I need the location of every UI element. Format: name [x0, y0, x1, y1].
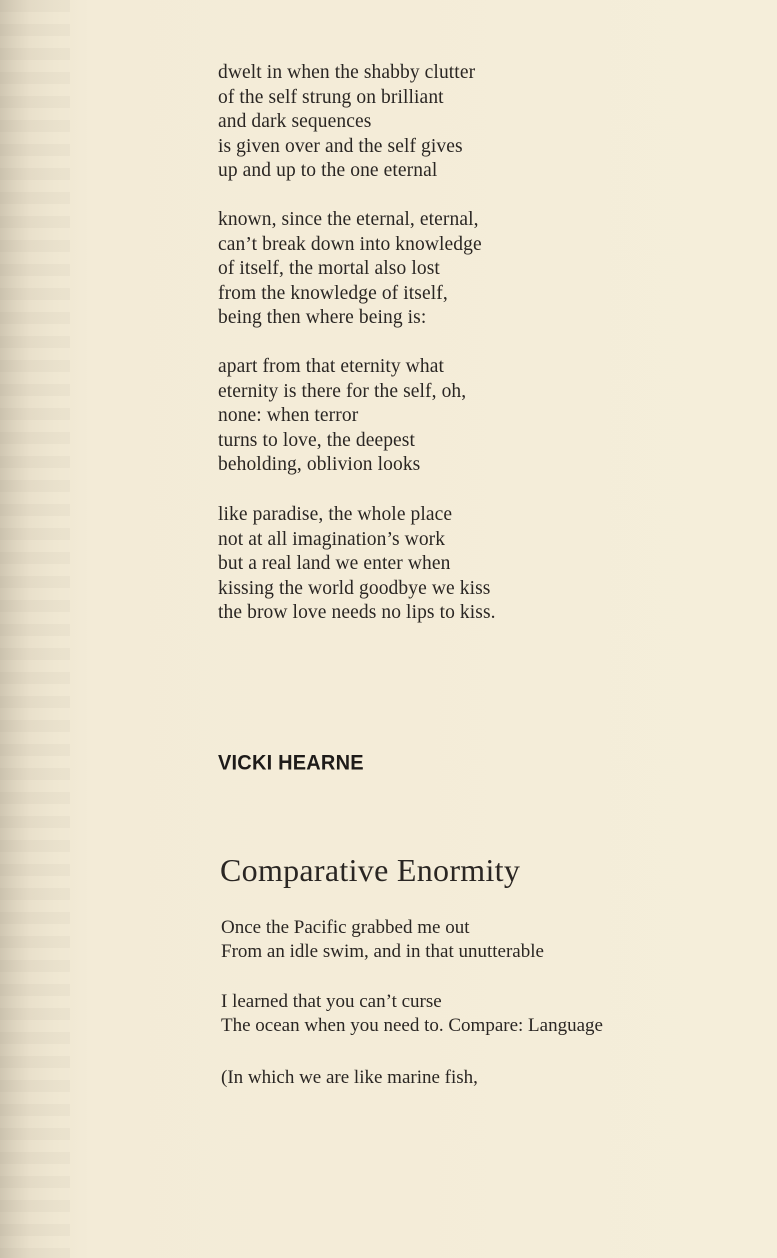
poem-line: of the self strung on brilliant: [218, 86, 444, 108]
poem-line: From an idle swim, and in that unutterable: [221, 941, 544, 962]
poem-line: like paradise, the whole place: [218, 504, 453, 525]
poem-title: Comparative Enormity: [220, 852, 521, 888]
poem-stanza-2: [218, 208, 482, 331]
poem-stanza-1: [218, 61, 475, 184]
poem-line: is given over and the self gives: [218, 135, 463, 157]
poem-line: The ocean when you need to. Compare: Language: [221, 1015, 603, 1036]
poem-line: up and up to the one eternal: [218, 160, 438, 181]
poem-line: known, since the eternal, eternal,: [218, 209, 479, 230]
poem-line: from the knowledge of itself,: [218, 282, 448, 304]
poem-line: Once the Pacific grabbed me out: [221, 917, 470, 938]
poem2-stanza-1: [221, 916, 544, 964]
poem-line: apart from that eternity what: [218, 356, 444, 377]
poem-stanza-3: [218, 355, 466, 478]
poem-line: beholding, oblivion looks: [218, 454, 421, 475]
poem-line: of itself, the mortal also lost: [218, 258, 440, 279]
poem-line: eternity is there for the self, oh,: [218, 380, 467, 402]
poem-line: being then where being is:: [218, 307, 427, 328]
poem-line: but a real land we enter when: [218, 553, 451, 574]
poem2-stanza-3: [221, 1066, 478, 1090]
poem-line: none: when terror: [218, 405, 359, 426]
poem-line: (In which we are like marine fish,: [221, 1067, 478, 1088]
poem-line: turns to love, the deepest: [218, 429, 416, 451]
poem-line: not at all imagination’s work: [218, 528, 446, 550]
poem-line: and dark sequences: [218, 111, 372, 132]
poem-stanza-4: [218, 503, 496, 626]
gutter-shadow: [0, 0, 70, 1258]
poem-line: kissing the world goodbye we kiss: [218, 577, 491, 599]
poem2-stanza-2: [221, 990, 603, 1038]
poem-line: dwelt in when the shabby clutter: [218, 62, 476, 83]
poem-line: can’t break down into knowledge: [218, 233, 482, 255]
poem-line: the brow love needs no lips to kiss.: [218, 602, 496, 623]
poem-line: I learned that you can’t curse: [221, 991, 442, 1012]
author-name: VICKI HEARNE: [218, 751, 364, 775]
